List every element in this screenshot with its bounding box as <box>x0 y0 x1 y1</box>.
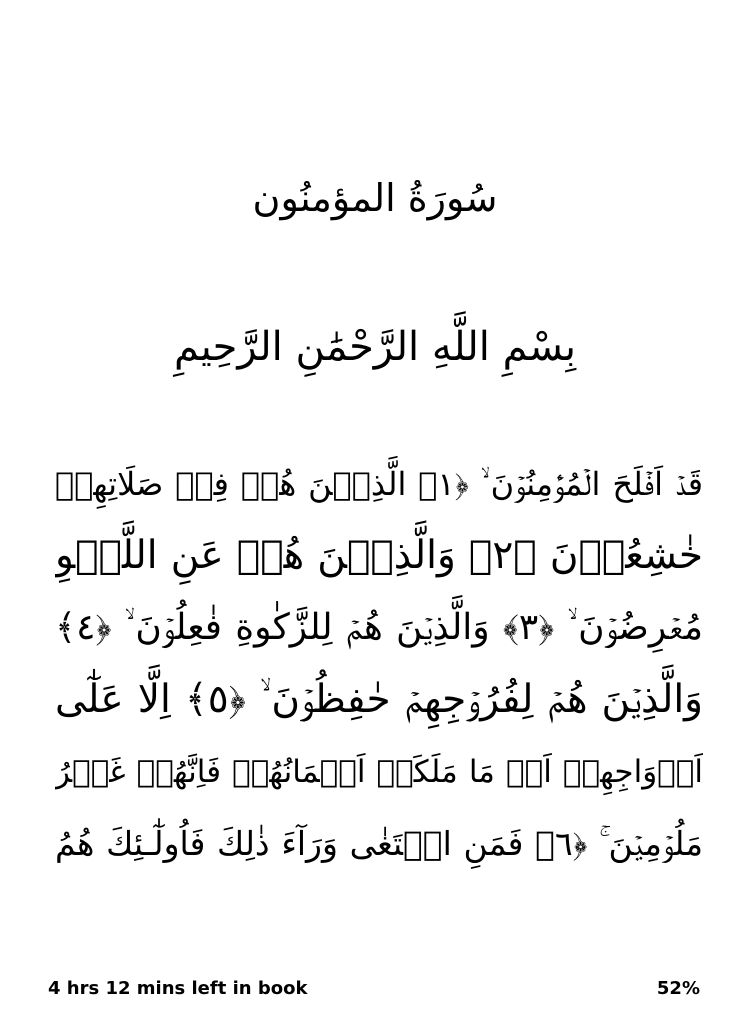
verse-line: مُعۡرِضُوۡنَ ۙ ﴿٣﴾ وَالَّذِيۡنَ هُمۡ لِلزَّكٰوةِ فٰعِلُوۡنَ ۙ ﴿٤﴾ <box>55 607 703 648</box>
surah-title: سُورَةُ المؤمنُون <box>252 176 498 220</box>
verse-line: وَالَّذِيۡنَ هُمۡ لِفُرُوۡجِهِمۡ حٰفِظُوۡنَ ۙ ﴿٥﴾ اِلَّا عَلٰٓى <box>55 677 703 722</box>
verse-line: قَدۡ اَفۡلَحَ الۡمُؤۡمِنُوۡنَ ۙ ﴿١﴾ الَّذِيۡنَ هُمۡ فِىۡ صَلَاتِهِمۡ <box>55 465 703 503</box>
verses-block <box>55 448 703 880</box>
reading-progress: 52% <box>656 978 700 999</box>
verse-line: خٰشِعُوۡنَ ﴿٢﴾ وَالَّذِيۡنَ هُمۡ عَنِ اللَّغۡوِ <box>55 533 703 578</box>
time-left-in-book[interactable]: 4 hrs 12 mins left in book <box>48 978 308 999</box>
verse-line: مَلُوۡمِيۡنَ ۚ ﴿٦﴾ فَمَنِ ابۡتَغٰى وَرَآءَ ذٰلِكَ فَاُولٰٓـئِكَ هُمُ <box>55 824 703 863</box>
verse-line: اَزۡوَاجِهِمۡ اَوۡ مَا مَلَكَتۡ اَيۡمَانُهُمۡ فَاِنَّهُمۡ غَيۡرُ <box>55 754 703 790</box>
basmala: بِسْمِ اللَّهِ الرَّحْمَٰنِ الرَّحِيمِ <box>173 324 577 370</box>
